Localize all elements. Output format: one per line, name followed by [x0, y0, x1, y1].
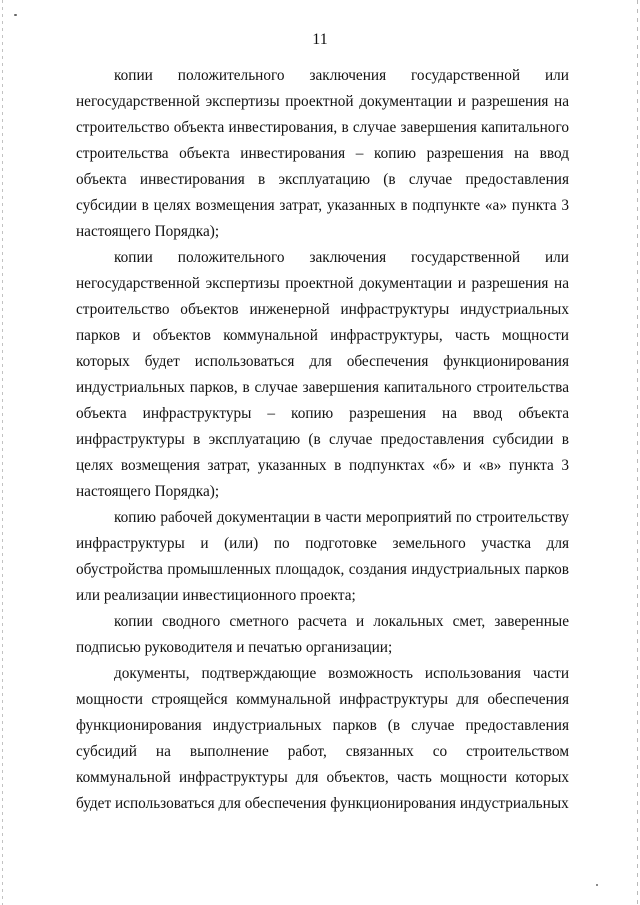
paragraph: копии положительного заключения государственной или негосударственной экспертизы проектной документации и разрешения на строительство объекта инвестирования, в случае завершения капитального строительства объекта инвестирования – копию разрешения на ввод объекта инвестирования в эксплуатацию (в случае предоставления субсидии в целях возмещения затрат, указанных в подпункте «а» пункта 3 настоящего Порядка); [76, 67, 569, 240]
scan-speck [14, 14, 17, 16]
paragraph: копии положительного заключения государственной или негосударственной экспертизы проектной документации и разрешения на строительство объектов инженерной инфраструктуры индустриальных парков и объектов коммунальной инфраструктуры, часть мощности которых будет использоваться для обеспечения функционирования индустриальных парков, в случае завершения капитального строительства объекта инфраструктуры – копию разрешения на ввод объекта инфраструктуры в эксплуатацию (в случае предоставления субсидии в целях возмещения затрат, указанных в подпунктах «б» и «в» пункта 3 настоящего Порядка); [76, 249, 569, 500]
scan-edge-left [2, 0, 3, 905]
paragraph: копию рабочей документации в части мероприятий по строительству инфраструктуры и (или) по подготовке земельного участка для обустройства промышленных площадок, создания индустриальных парков или реализации инвестиционного проекта; [76, 509, 569, 604]
paragraph: документы, подтверждающие возможность использования части мощности строящейся коммунальной инфраструктуры для обеспечения функционирования индустриальных парков (в случае предоставления субсидий на выполнение работ, связанных со строительством коммунальной инфраструктуры для объектов, часть мощности которых будет использоваться для обеспечения функционирования индустриальных [76, 665, 569, 812]
scan-edge-right [637, 0, 638, 905]
paragraph: копии сводного сметного расчета и локальных смет, заверенные подписью руководителя и печатью организации; [76, 613, 569, 656]
page-number: 11 [312, 31, 328, 48]
document-body [76, 63, 569, 817]
scan-speck [596, 884, 598, 886]
